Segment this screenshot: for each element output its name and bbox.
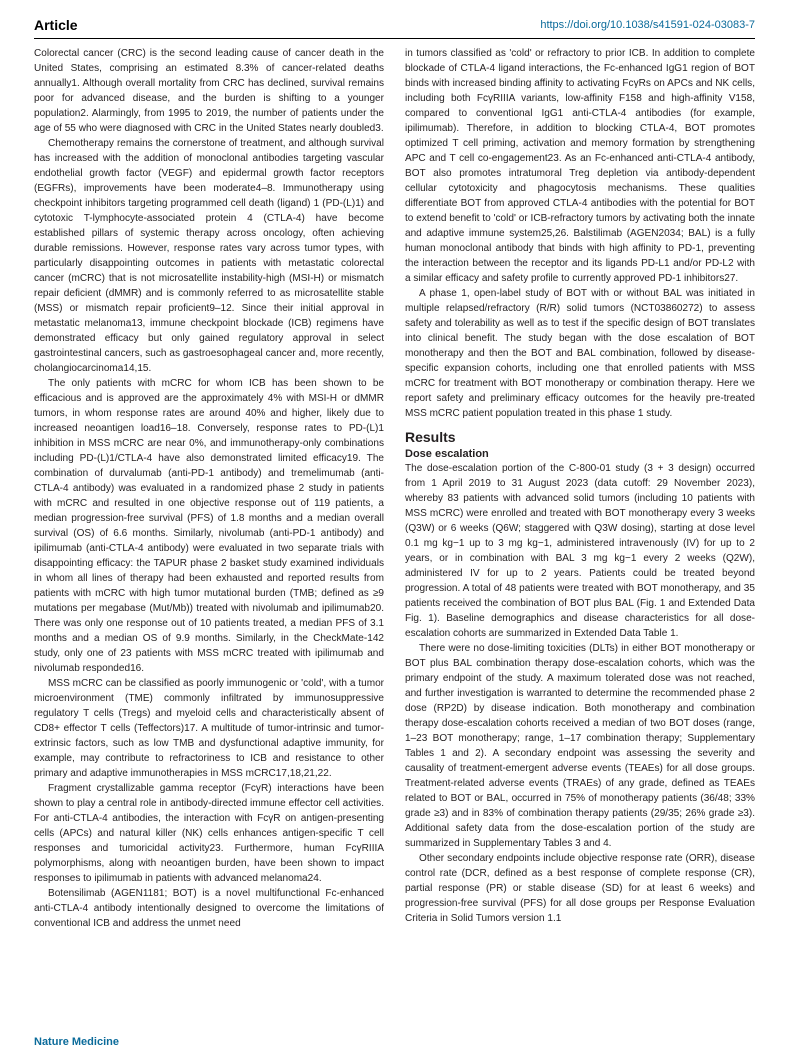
paragraph-dose-escalation: The dose-escalation portion of the C-800-01 study (3 + 3 design) occurred from 1 April 2019 to 31 August 2023 (data cutoff: 29 November 2023), whereby 83 patients with advanced solid tumors (including 10 patients with MSS mCRC) were enrolled and treated with BOT monotherapy every 3 weeks (Q3W) or 6 weeks (Q6W; staggered with Q3W dosing), starting at dose level 0.1 mg kg−1 up to 3 mg kg−1, administered intravenously (IV) for up to 2 years, or in combination with BAL 3 mg kg−1 every 2 weeks (Q2W), administered IV for up to 2 years. Patients could be treated beyond progression. A total of 48 patients were treated with BOT monotherapy, and 35 patients received the combination of BOT plus BAL (Fig. 1 and Extended Data Fig. 1). Baseline demographics and disease characteristics for all dose-escalation cohorts are summarized in Extended Data Table 1. (405, 463, 755, 639)
paragraph-bot-mechanism: in tumors classified as 'cold' or refractory to prior ICB. In addition to complete blockade of CTLA-4 ligand interactions, the Fc-enhanced IgG1 region of BOT binds with increased binding affinity to activating FcγRs on APCs and NK cells, including both FcγRIIIA variants, low-affinity F158 and high-affinity V158, compared to conventional IgG1 anti-CTLA-4 antibodies (for example, ipilimumab). Therefore, in addition to blocking CTLA-4, BOT promotes optimized T cell priming, activation and memory formation by strengthening APC and T cell co-engagement23. As an Fc-enhanced anti-CTLA-4 antibody, BOT also promotes intratumoral Treg depletion via antibody-dependent cellular cytotoxicity and phagocytosis mechanisms. These qualities differentiate BOT from approved CTLA-4 antibodies with the potential for BOT to extend benefit to 'cold' or ICB-refractory tumors by activating both the innate and adaptive immune system25,26. Balstilimab (AGEN2034; BAL) is a fully human monoclonal antibody that binds with high affinity to PD-1, preventing the interaction between the receptor and its ligands PD-L1 and/or PD-L2 with a similar efficacy and safety profile to currently approved PD-1 inhibitors27. (405, 48, 755, 284)
paragraph-crc-intro: Colorectal cancer (CRC) is the second leading cause of cancer death in the United States, comprising an estimated 8.3% of cancer-related deaths annually1. Although overall mortality from CRC has declined, survival remains poor for advanced disease, and the burden is shifting to a younger population2. Alarmingly, from 1995 to 2019, the number of patients under the age of 55 who were diagnosed with CRC in the United States nearly doubled3. (34, 48, 384, 134)
doi-link[interactable]: https://doi.org/10.1038/s41591-024-03083-7 (540, 19, 755, 31)
dose-escalation-heading: Dose escalation (405, 448, 489, 460)
results-heading: Results (405, 429, 456, 445)
left-column (34, 46, 384, 1031)
paragraph-secondary-endpoints: Other secondary endpoints include objective response rate (ORR), disease control rate (DCR, defined as a best response of complete response (CR), partial response (PR) or stable disease (SD) for at least 6 weeks) and progression-free survival (PFS) for all dose groups per Response Evaluation Criteria in Solid Tumors version 1.1 (405, 853, 755, 924)
paragraph-phase1-study: A phase 1, open-label study of BOT with or without BAL was initiated in multiple relapsed/refractory (R/R) solid tumors (NCT03860272) to assess safety and tolerability as well as to test if the specific design of BOT translates into clinical benefit. The study began with the dose escalation of BOT monotherapy and then the BOT and BAL combination, followed by disease-specific expansion cohorts, including one that enrolled patients with MSS mCRC for treatment with BOT monotherapy or combination therapy. Here we report safety and preliminary efficacy outcomes for the heavily pre-treated MSS mCRC patient population treated in this phase 1 study. (405, 288, 755, 419)
article-label: Article (34, 17, 78, 33)
paragraph-icb-efficacy: The only patients with mCRC for whom ICB has been shown to be efficacious and is approved are the approximately 4% with MSI-H or dMMR tumors, in whom response rates are around 40% and higher, likely due to increased neoantigen load16–18. Conversely, response rates to PD-(L)1 inhibition in MSS mCRC are near 0%, and immunotherapy-only combinations including PD-(L)1/CTLA-4 have also demonstrated limited efficacy19. The combination of durvalumab (anti-PD-1 antibody) and tremelimumab (anti-CTLA-4 antibody) was evaluated in a randomized phase 2 study in patients with mCRC and resulted in one objective response out of 119 patients, a median progression-free survival (PFS) of 1.8 months and a median overall survival (OS) of 6.6 months. Similarly, nivolumab (anti-PD-1 antibody) and ipilimumab (anti-CTLA-4 antibody) were evaluated in two separate trials with disappointing efficacy: the TAPUR phase 2 basket study examined individuals in whom all lines of therapy had been exhausted and reported results from patients with mCRC with high tumor mutational burden (TMB; defined as ≥9 mutations per megabase (Mut/Mb)) treated with nivolumab and ipilimumab20. There was only one response out of 10 patients treated, a median PFS of 3.1 months and a median OS of 9.9 months. Similarly, in the CheckMate-142 study, only one of 23 patients with MSS mCRC treated with ipilimumab and nivolumab responded16. (34, 378, 384, 674)
paragraph-chemotherapy: Chemotherapy remains the cornerstone of treatment, and although survival has increased with the addition of monoclonal antibodies targeting vascular endothelial growth factor (VEGF) and epidermal growth factor receptors (EGFRs), improvements have been moderate4–8. Immunotherapy using checkpoint inhibitors targeting programmed cell death (ligand) 1 (PD-(L)1) and cytotoxic T-lymphocyte-associated protein 4 (CTLA-4) have become established pillars of systemic therapy across oncology, often achieving durable remissions. However, response rates vary across tumor types, with particularly disappointing outcomes in patients with metastatic colorectal cancer (mCRC) that is not microsatellite instability-high (MSI-H) or mismatch repair deficient (dMMR) and is commonly referred to as microsatellite stable (MSS) or mismatch repair proficient9–12. Since their initial approval in metastatic melanoma13, immune checkpoint blockade (ICB) regimens have demonstrated efficacy but only gained regulatory approval in select gastrointestinal cancers, such as gastroesophageal cancer and, more recently, cholangiocarcinoma14,15. (34, 138, 384, 374)
article-body (34, 46, 755, 1031)
page-header (34, 10, 755, 40)
paragraph-mss-cold: MSS mCRC can be classified as poorly immunogenic or 'cold', with a tumor microenvironment (TME) commonly infiltrated by immunosuppressive regulatory T cells (Tregs) and myeloid cells and characteristically absent of CD8+ effector T cells (Teffectors)17. A multitude of tumor-intrinsic and tumor-extrinsic factors, such as low TMB and dysfunctional adaptive immunity, for example, may contribute to refractoriness to ICB and resistance to other primary and adaptive immunotherapies in MSS mCRC17,18,21,22. (34, 678, 384, 779)
paragraph-fcgr: Fragment crystallizable gamma receptor (FcγR) interactions have been shown to play a central role in antibody-directed immune effector cell activities. For anti-CTLA-4 antibodies, the interaction with FcγR on antigen-presenting cells (APCs) and natural killer (NK) cells enhances antigen-specific T cell responses and tumoricidal activity23. Furthermore, human FcγRIIIA polymorphisms, along with neoantigen burden, have been shown to impact responses to ipilimumab in patients with advanced melanoma24. (34, 783, 384, 884)
paragraph-dlt-safety: There were no dose-limiting toxicities (DLTs) in either BOT monotherapy or BOT plus BAL combination therapy dose-escalation cohorts, which was the primary endpoint of the study. A maximum tolerated dose was not reached, and further investigation is warranted to determine the recommended phase 2 dose (RP2D) by disease indication. Both monotherapy and combination therapy dose-escalation cohorts received a median of two BOT doses (range, 1–23 BOT monotherapy; range, 1–17 combination therapy; Supplementary Tables 1 and 2). A secondary endpoint was assessing the severity and causality of treatment-emergent adverse events (TEAEs) for all dose groups. Treatment-related adverse events (TRAEs) of any grade, defined as TEAEs related to BOT or BAL, occurred in 75% of monotherapy patients (36/48; 33% grade ≥3) and in 83% of combination therapy patients (29/35; 26% grade ≥3). Additional safety data from the dose-escalation portion of the study are summarized in Supplementary Tables 3 and 4. (405, 643, 755, 849)
journal-footer: Nature Medicine (34, 1036, 119, 1048)
paragraph-botensilimab: Botensilimab (AGEN1181; BOT) is a novel multifunctional Fc-enhanced anti-CTLA-4 antibody intentionally designed to overcome the limitations of conventional ICB and address the unmet need (34, 888, 384, 929)
right-column (405, 46, 755, 1031)
header-divider (34, 38, 755, 39)
